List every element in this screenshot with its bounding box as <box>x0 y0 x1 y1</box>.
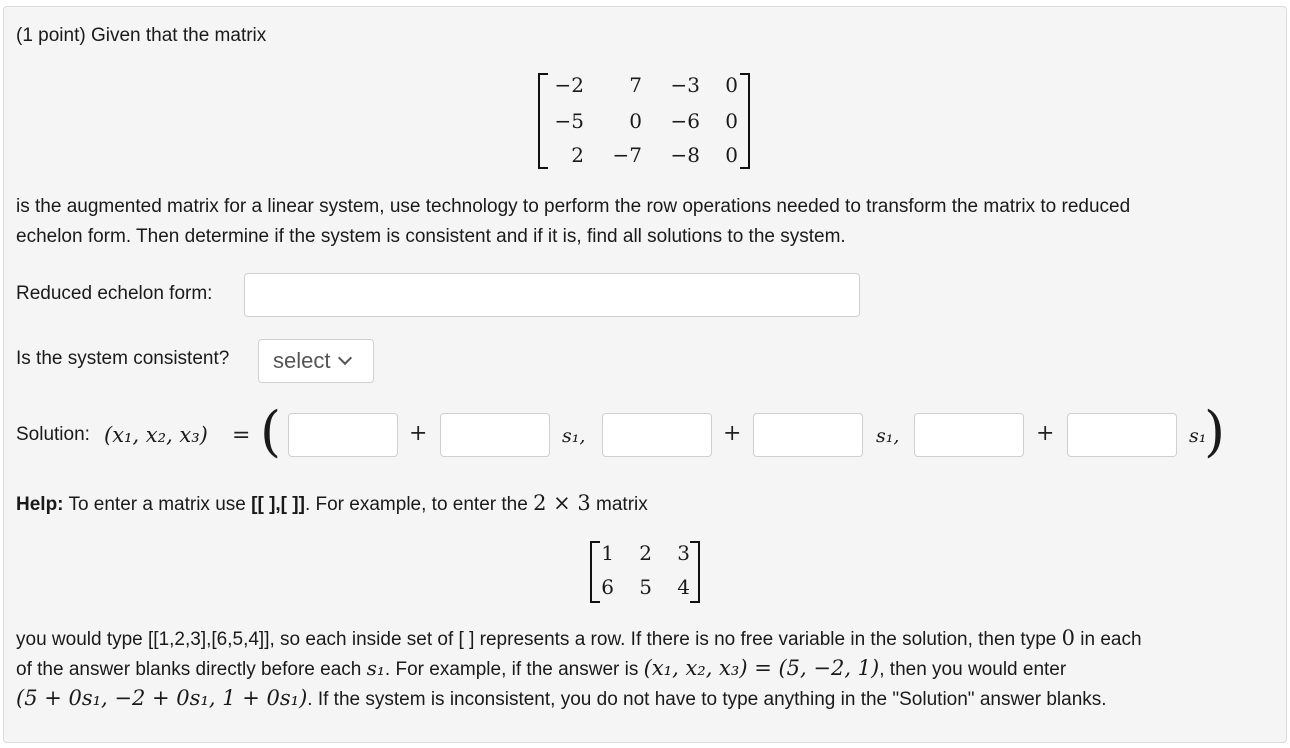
example-right-bracket <box>690 541 700 603</box>
explanation-text: . For example, if the answer is <box>384 659 639 680</box>
right-paren: ) <box>1204 400 1226 463</box>
example-cell: 6 <box>601 575 614 599</box>
chevron-down-icon <box>338 351 352 365</box>
s1-variable: s₁ <box>1189 425 1207 447</box>
matrix-right-bracket <box>740 73 750 169</box>
solution-lhs: (x₁, x₂, x₃) <box>104 423 208 447</box>
s1-variable: s₁, <box>876 425 900 447</box>
explanation-line-2 <box>16 653 1066 685</box>
explanation-line-1 <box>16 623 1142 655</box>
problem-intro: (1 point) Given that the matrix <box>16 25 267 46</box>
s1-variable: s₁ <box>366 656 385 680</box>
help-dims: 2 × 3 <box>533 491 591 515</box>
help-syntax: [[ ],[ ]] <box>251 494 305 515</box>
plus-sign: + <box>723 421 742 446</box>
example-cell: 2 <box>639 541 652 565</box>
paragraph-line-2: echelon form. Then determine if the system is consistent and if it is, find all solutions to the system. <box>16 226 846 247</box>
matrix-cell: −3 <box>670 73 700 97</box>
equals-sign: = <box>232 423 251 448</box>
left-paren: ( <box>260 400 282 463</box>
solution-x1-s1-coefficient-input[interactable] <box>440 413 550 457</box>
matrix-cell: 0 <box>629 109 642 133</box>
problem-panel <box>3 6 1287 743</box>
matrix-cell: −5 <box>554 109 584 133</box>
consistent-label: Is the system consistent? <box>16 348 230 369</box>
solution-x1-constant-input[interactable] <box>288 413 398 457</box>
help-label: Help: <box>16 494 64 515</box>
explanation-text: . If the system is inconsistent, you do not have to type anything in the "Solution" answer blanks. <box>307 689 1107 710</box>
matrix-cell: −6 <box>670 109 700 133</box>
matrix-cell: 0 <box>725 109 738 133</box>
matrix-cell: 7 <box>629 73 642 97</box>
example-cell: 4 <box>677 575 690 599</box>
solution-label: Solution: <box>16 424 90 445</box>
consistent-select[interactable] <box>258 339 374 383</box>
s1-variable: s₁, <box>562 425 586 447</box>
matrix-cell: −2 <box>554 73 584 97</box>
help-text: To enter a matrix use <box>68 494 246 515</box>
example-tuple: (x₁, x₂, x₃) = (5, −2, 1) <box>643 656 880 680</box>
solution-x2-constant-input[interactable] <box>602 413 712 457</box>
matrix-cell: 2 <box>571 143 584 167</box>
paragraph-line-1: is the augmented matrix for a linear system, use technology to perform the row operations needed to transform the matrix to reduced <box>16 196 1131 217</box>
matrix-cell: −7 <box>612 143 642 167</box>
example-cell: 1 <box>601 541 614 565</box>
zero-value: 0 <box>1061 626 1075 650</box>
explanation-text: , then you would enter <box>879 659 1067 680</box>
explanation-text: in each <box>1080 629 1142 650</box>
help-text: . For example, to enter the <box>304 494 528 515</box>
plus-sign: + <box>1036 421 1055 446</box>
help-text: matrix <box>596 494 648 515</box>
matrix-cell: 0 <box>725 143 738 167</box>
explanation-text: you would type [[1,2,3],[6,5,4]], so each inside set of [ ] represents a row. If there is no free variable in the solution, then type <box>16 629 1057 650</box>
solution-x3-constant-input[interactable] <box>914 413 1024 457</box>
example-cell: 5 <box>639 575 652 599</box>
example-cell: 3 <box>677 541 690 565</box>
plus-sign: + <box>409 421 428 446</box>
help-line <box>16 488 648 520</box>
reduced-form-label: Reduced echelon form: <box>16 283 213 304</box>
example-entry: (5 + 0s₁, −2 + 0s₁, 1 + 0s₁) <box>16 686 308 710</box>
reduced-form-input[interactable] <box>244 273 860 317</box>
solution-x3-s1-coefficient-input[interactable] <box>1067 413 1177 457</box>
matrix-cell: 0 <box>725 73 738 97</box>
solution-x2-s1-coefficient-input[interactable] <box>753 413 863 457</box>
explanation-text: of the answer blanks directly before each <box>16 659 362 680</box>
explanation-line-3 <box>16 683 1107 715</box>
matrix-cell: −8 <box>670 143 700 167</box>
consistent-select-value: select <box>273 348 331 373</box>
